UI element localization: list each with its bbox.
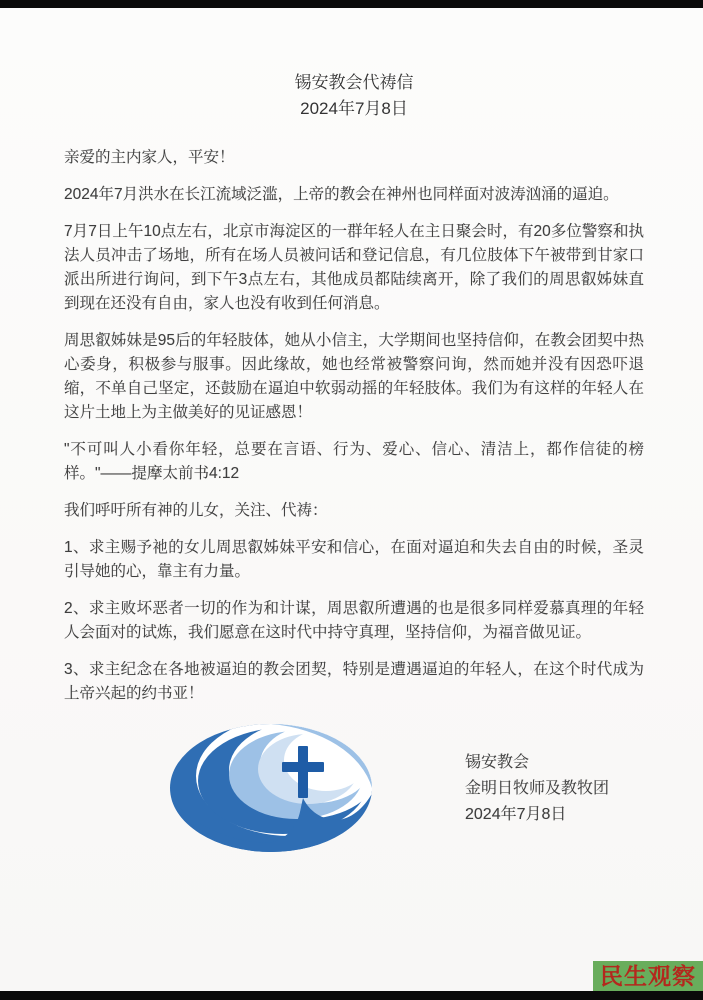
signature-senders: 金明日牧师及教牧团 — [465, 780, 610, 797]
prayer-item-3: 3、求主纪念在各地被逼迫的教会团契，特别是遭遇逼迫的年轻人，在这个时代成为上帝兴起的约书亚！ — [64, 661, 644, 702]
letter-header — [64, 70, 644, 122]
signature-date: 2024年7月8日 — [465, 806, 567, 823]
letter-footer — [64, 722, 644, 855]
top-letterbox-bar — [0, 0, 703, 8]
watermark-badge: 民生观察 — [593, 961, 703, 992]
greeting-line: 亲爱的主内家人，平安！ — [64, 149, 235, 166]
signature-block — [465, 750, 609, 828]
signature-church: 锡安教会 — [465, 754, 530, 771]
paragraph-flood: 2024年7月洪水在长江流域泛滥，上帝的教会在神州也同样面对波涛汹涌的逼迫。 — [64, 186, 619, 203]
paragraph-raid: 7月7日上午10点左右，北京市海淀区的一群年轻人在主日聚会时，有20多位警察和执法人员冲击了场地，所有在场人员被问话和登记信息，有几位肢体下午被带到甘家口派出所进行询问，到下午3点左右，其他成员都陆续离开，除了我们的周思叡姊妹直到现在还没有自由，家人也没有收到任何消息。 — [64, 223, 644, 312]
page-title: 锡安教会代祷信 — [294, 73, 414, 92]
bottom-letterbox-bar — [0, 991, 703, 1000]
call-to-prayer: 我们呼吁所有神的儿女，关注、代祷： — [64, 502, 328, 519]
church-logo — [168, 722, 375, 855]
wave-cross-icon — [168, 722, 375, 855]
paragraph-sister: 周思叡姊妹是95后的年轻肢体，她从小信主，大学期间也坚持信仰，在教会团契中热心委身，积极参与服事。因此缘故，她也经常被警察问询，然而她并没有因恐吓退缩，不单自己坚定，还鼓励在逼迫中软弱动摇的年轻肢体。我们为有这样的年轻人在这片土地上为主做美好的见证感恩！ — [64, 332, 644, 421]
prayer-item-2: 2、求主败坏恶者一切的作为和计谋，周思叡所遭遇的也是很多同样爱慕真理的年轻人会面对的试炼，我们愿意在这时代中持守真理，坚持信仰，为福音做见证。 — [64, 600, 644, 641]
letter-date: 2024年7月8日 — [300, 99, 408, 118]
scripture-quote: "不可叫人小看你年轻，总要在言语、行为、爱心、信心、清洁上，都作信徒的榜样。"——提摩太前书4:12 — [64, 441, 644, 482]
prayer-item-1: 1、求主赐予祂的女儿周思叡姊妹平安和信心，在面对逼迫和失去自由的时候，圣灵引导她的心，靠主有力量。 — [64, 539, 644, 580]
letter-page — [0, 8, 703, 991]
